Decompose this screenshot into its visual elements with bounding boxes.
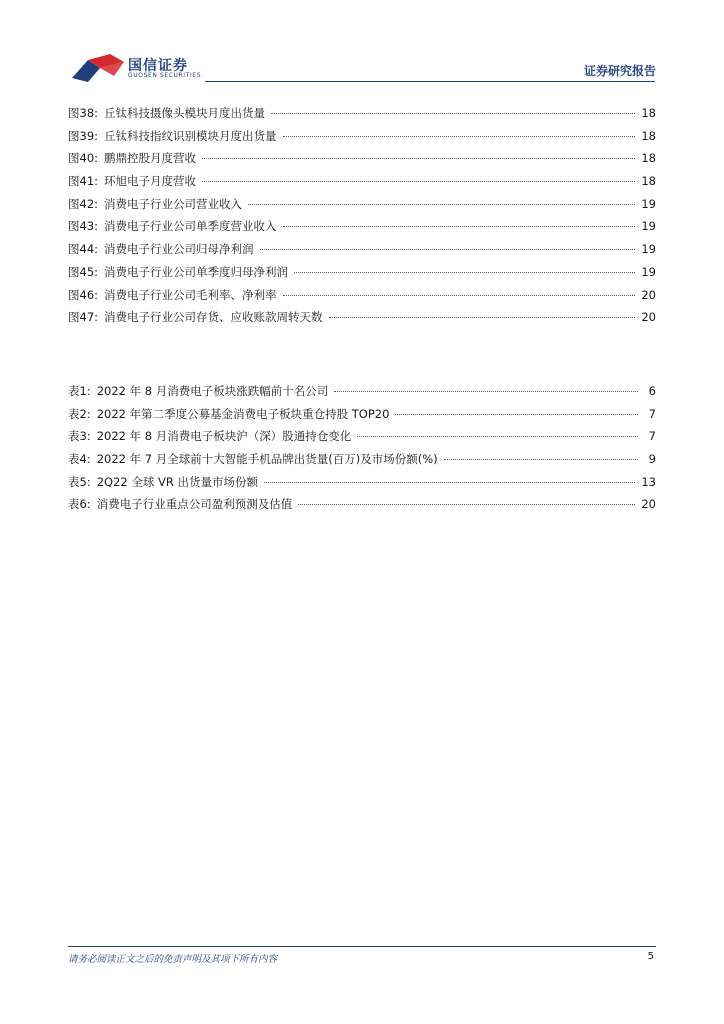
- table-index-list: [68, 383, 656, 519]
- brand-name-cn: 国信证券: [128, 58, 188, 74]
- toc-number: 图45:: [68, 264, 99, 279]
- toc-page: 20: [641, 310, 656, 325]
- toc-page: 9: [648, 452, 656, 467]
- toc-number: 图39:: [68, 128, 99, 143]
- toc-label: 鹏鼎控股月度营收: [104, 151, 197, 166]
- toc-number: 表3:: [68, 429, 91, 444]
- toc-number: 表5:: [68, 474, 91, 489]
- toc-item[interactable]: [68, 241, 656, 264]
- toc-leader-dots: [444, 459, 638, 460]
- toc-page: 18: [641, 106, 656, 120]
- toc-label: 消费电子行业公司存货、应收账款周转天数: [104, 310, 323, 325]
- toc-leader-dots: [271, 113, 635, 114]
- toc-label: 2022 年 7 月全球前十大智能手机品牌出货量(百万)及市场份额(%): [96, 452, 438, 467]
- toc-leader-dots: [294, 272, 635, 273]
- toc-number: 图41:: [68, 174, 99, 189]
- toc-number: 图44:: [68, 242, 99, 257]
- footer-disclaimer: 请务必阅读正文之后的免责声明及其项下所有内容: [68, 954, 278, 965]
- toc-number: 图38:: [68, 106, 99, 120]
- toc-page: 7: [648, 406, 656, 421]
- toc-item[interactable]: [68, 105, 656, 128]
- footer-divider: [68, 946, 656, 947]
- figure-index-list: [68, 105, 656, 332]
- toc-item[interactable]: [68, 287, 656, 310]
- toc-page: 18: [641, 174, 656, 189]
- report-type-title: 证券研究报告: [583, 64, 656, 78]
- toc-item[interactable]: [68, 150, 656, 173]
- toc-item[interactable]: [68, 173, 656, 196]
- toc-leader-dots: [248, 204, 635, 205]
- guosen-logo-icon: [70, 52, 126, 84]
- toc-label: 消费电子行业重点公司盈利预测及估值: [96, 497, 293, 512]
- toc-label: 丘钛科技指纹识别模块月度出货量: [104, 128, 277, 143]
- toc-item[interactable]: [68, 309, 656, 332]
- toc-item[interactable]: [68, 218, 656, 241]
- page-number: 5: [647, 951, 654, 962]
- toc-label: 2022 年 8 月消费电子板块沪（深）股通持仓变化: [96, 429, 352, 444]
- toc-leader-dots: [334, 391, 638, 392]
- toc-leader-dots: [283, 136, 636, 137]
- toc-number: 图46:: [68, 287, 99, 302]
- toc-leader-dots: [202, 181, 635, 182]
- toc-leader-dots: [283, 226, 636, 227]
- toc-item[interactable]: [68, 428, 656, 451]
- toc-leader-dots: [357, 436, 638, 437]
- page-header: [0, 0, 724, 90]
- toc-leader-dots: [395, 414, 638, 415]
- toc-leader-dots: [329, 317, 636, 318]
- toc-page: 18: [641, 151, 656, 166]
- toc-label: 2022 年 8 月消费电子板块涨跌幅前十名公司: [96, 384, 329, 398]
- toc-number: 表2:: [68, 406, 91, 421]
- toc-label: 环旭电子月度营收: [104, 174, 197, 189]
- toc-label: 消费电子行业公司单季度归母净利润: [104, 264, 289, 279]
- toc-number: 图40:: [68, 151, 99, 166]
- toc-number: 表6:: [68, 497, 91, 512]
- toc-item[interactable]: [68, 264, 656, 287]
- toc-page: 20: [641, 497, 656, 512]
- toc-item[interactable]: [68, 474, 656, 497]
- toc-item[interactable]: [68, 451, 656, 474]
- toc-page: 19: [641, 219, 656, 234]
- toc-leader-dots: [264, 482, 635, 483]
- toc-label: 丘钛科技摄像头模块月度出货量: [104, 106, 266, 120]
- toc-page: 7: [648, 429, 656, 444]
- toc-label: 消费电子行业公司单季度营业收入: [104, 219, 277, 234]
- toc-page: 18: [641, 128, 656, 143]
- toc-page: 19: [641, 196, 656, 211]
- toc-label: 2022 年第二季度公募基金消费电子板块重仓持股 TOP20: [96, 406, 390, 421]
- toc-item[interactable]: [68, 196, 656, 219]
- toc-label: 消费电子行业公司营业收入: [104, 196, 243, 211]
- toc-item[interactable]: [68, 496, 656, 519]
- brand-name-en: GUOSEN SECURITIES: [128, 72, 202, 79]
- toc-label: 消费电子行业公司归母净利润: [104, 242, 254, 257]
- toc-page: 20: [641, 287, 656, 302]
- toc-item[interactable]: [68, 128, 656, 151]
- toc-leader-dots: [202, 158, 635, 159]
- toc-leader-dots: [260, 249, 636, 250]
- toc-label: 消费电子行业公司毛利率、净利率: [104, 287, 277, 302]
- header-divider: [205, 81, 655, 82]
- toc-number: 表1:: [68, 384, 91, 398]
- toc-number: 表4:: [68, 452, 91, 467]
- toc-item[interactable]: [68, 383, 656, 406]
- toc-page: 13: [641, 474, 656, 489]
- toc-leader-dots: [283, 295, 636, 296]
- toc-page: 19: [641, 264, 656, 279]
- toc-label: 2Q22 全球 VR 出货量市场份额: [96, 474, 259, 489]
- toc-number: 图47:: [68, 310, 99, 325]
- toc-number: 图42:: [68, 196, 99, 211]
- toc-page: 6: [648, 384, 656, 398]
- toc-leader-dots: [298, 504, 635, 505]
- toc-page: 19: [641, 242, 656, 257]
- toc-item[interactable]: [68, 406, 656, 429]
- toc-number: 图43:: [68, 219, 99, 234]
